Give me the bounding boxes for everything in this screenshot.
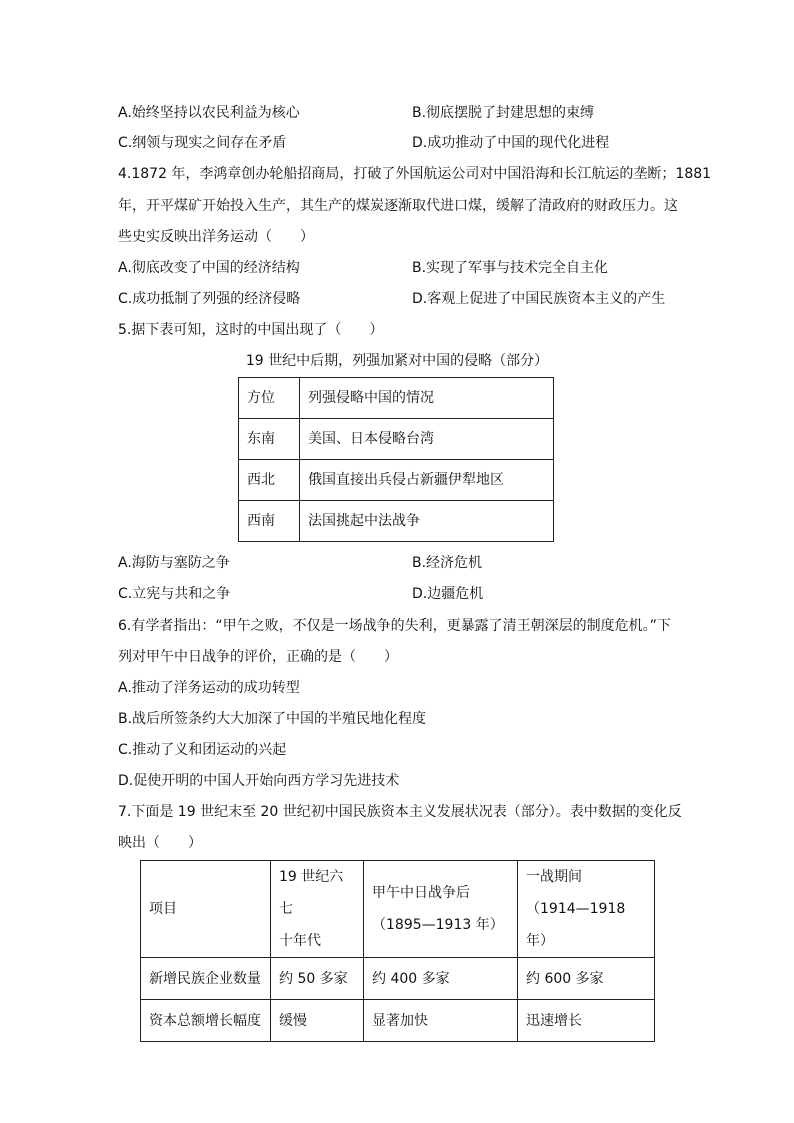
table-cell: 新增民族企业数量 — [141, 958, 271, 1000]
table-cell: 约 600 多家 — [518, 958, 655, 1000]
table-row — [239, 378, 554, 419]
table-cell: 法国挑起中法战争 — [300, 501, 554, 542]
table-cell: 东南 — [239, 419, 300, 460]
q7-stem-line1: 7.下面是 19 世纪末至 20 世纪初中国民族资本主义发展状况表（部分）。表中数据的变化反 — [118, 804, 682, 820]
q4-option-d: D.客观上促进了中国民族资本主义的产生 — [412, 291, 666, 307]
table-cell: 俄国直接出兵侵占新疆伊犁地区 — [300, 460, 554, 501]
q4-option-a: A.彻底改变了中国的经济结构 — [118, 260, 300, 276]
q3-option-b: B.彻底摆脱了封建思想的束缚 — [412, 105, 595, 121]
q5-option-c: C.立宪与共和之争 — [118, 586, 231, 602]
q3-option-d: D.成功推动了中国的现代化进程 — [412, 135, 610, 151]
q7-stem-line2: 映出（ ） — [118, 835, 202, 851]
q6-stem-line2: 列对甲午中日战争的评价，正确的是（ ） — [118, 649, 398, 665]
q6-option-d: D.促使开明的中国人开始向西方学习先进技术 — [118, 773, 400, 789]
table-cell: 约 50 多家 — [271, 958, 364, 1000]
q5-option-b: B.经济危机 — [412, 555, 483, 571]
table-header-cell — [518, 861, 655, 958]
table-cell: 缓慢 — [271, 1000, 364, 1042]
q4-option-b: B.实现了军事与技术完全自主化 — [412, 260, 609, 276]
table-row — [239, 460, 554, 501]
table-header-cell — [271, 861, 364, 958]
q4-stem-line1: 4.1872 年，李鸿章创办轮船招商局，打破了外国航运公司对中国沿海和长江航运的垄断；1881 — [118, 166, 712, 182]
table-cell: 显著加快 — [364, 1000, 518, 1042]
q6-option-b: B.战后所签条约大大加深了中国的半殖民地化程度 — [118, 711, 427, 727]
table-row — [239, 501, 554, 542]
table-cell: 西北 — [239, 460, 300, 501]
q6-option-a: A.推动了洋务运动的成功转型 — [118, 680, 300, 696]
table-header-cell: 项目 — [141, 861, 271, 958]
table-row — [141, 1000, 655, 1042]
header-line: （1914—1918 年） — [526, 901, 626, 949]
table-row — [141, 958, 655, 1000]
q5-option-a: A.海防与塞防之争 — [118, 555, 230, 571]
header-line: 甲午中日战争后 — [372, 885, 470, 901]
q3-option-c: C.纲领与现实之间存在矛盾 — [118, 135, 287, 151]
table-cell: 西南 — [239, 501, 300, 542]
q3-option-a: A.始终坚持以农民利益为核心 — [118, 105, 300, 121]
q4-stem-line2: 年，开平煤矿开始投入生产，其生产的煤炭逐渐取代进口煤，缓解了清政府的财政压力。这 — [118, 198, 678, 214]
q5-table — [238, 377, 554, 542]
q5-table-title: 19 世纪中后期，列强加紧对中国的侵略（部分） — [245, 353, 549, 369]
q5-stem: 5.据下表可知，这时的中国出现了（ ） — [118, 322, 384, 338]
q5-option-d: D.边疆危机 — [412, 586, 484, 602]
table-cell: 列强侵略中国的情况 — [300, 378, 554, 419]
q6-stem-line1: 6.有学者指出：“甲午之败，不仅是一场战争的失利，更暴露了清王朝深层的制度危机。”下 — [118, 618, 671, 634]
header-line: 19 世纪六七 — [279, 869, 344, 917]
q4-option-c: C.成功抵制了列强的经济侵略 — [118, 291, 301, 307]
header-line: （1895—1913 年） — [372, 917, 504, 933]
header-line: 一战期间 — [526, 869, 582, 885]
q4-stem-line3: 些史实反映出洋务运动（ ） — [118, 229, 314, 245]
table-cell: 美国、日本侵略台湾 — [300, 419, 554, 460]
q7-table — [140, 860, 655, 1042]
table-row — [239, 419, 554, 460]
table-cell: 约 400 多家 — [364, 958, 518, 1000]
table-cell: 迅速增长 — [518, 1000, 655, 1042]
table-header-cell — [364, 861, 518, 958]
q6-option-c: C.推动了义和团运动的兴起 — [118, 742, 287, 758]
table-header-row — [141, 861, 655, 958]
header-line: 十年代 — [279, 933, 321, 949]
table-cell: 资本总额增长幅度 — [141, 1000, 271, 1042]
table-cell: 方位 — [239, 378, 300, 419]
